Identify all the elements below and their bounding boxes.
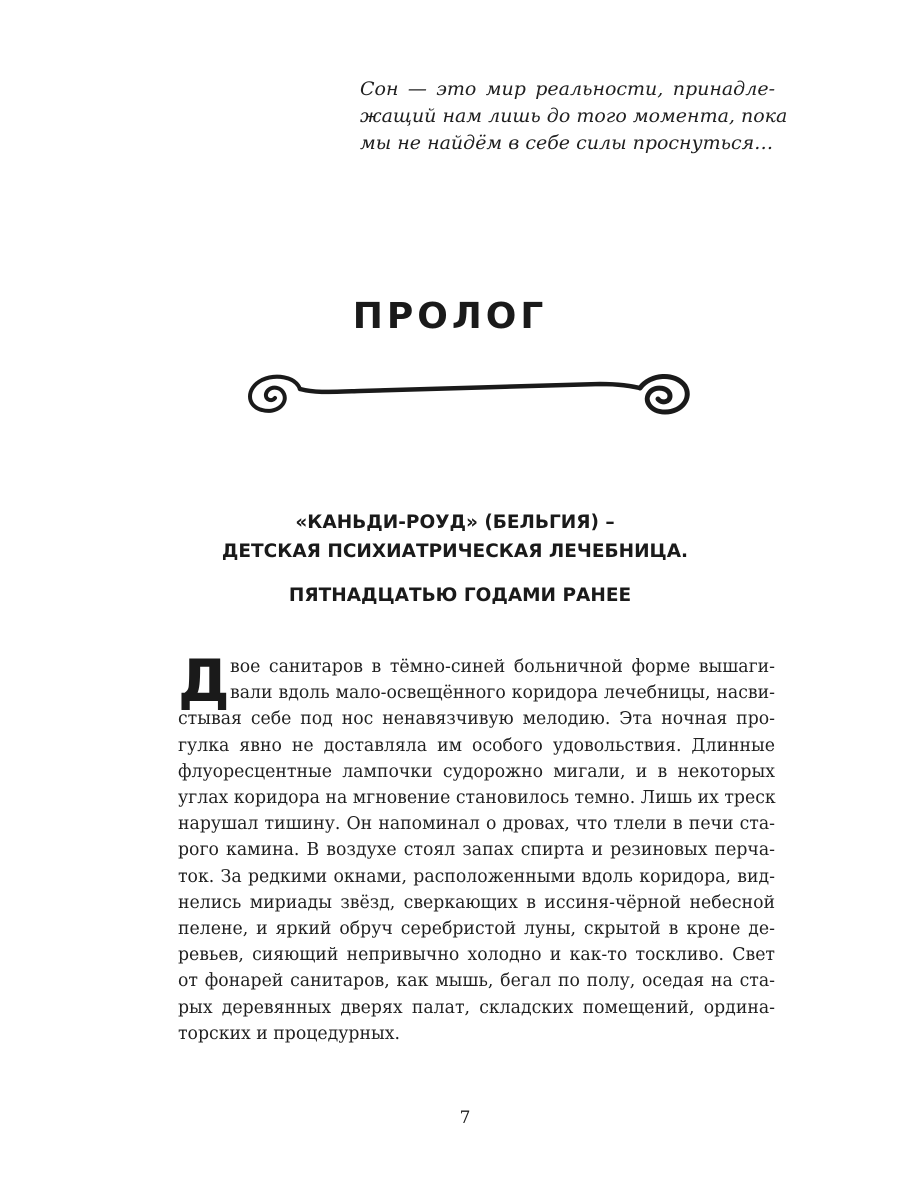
epigraph-line: жащий нам лишь до того момента, пока bbox=[360, 105, 788, 127]
epigraph bbox=[360, 76, 788, 157]
drop-cap: Д bbox=[178, 647, 230, 715]
location-heading-line: ДЕТСКАЯ ПСИХИАТРИЧЕСКАЯ ЛЕЧЕБНИЦА. bbox=[221, 541, 689, 562]
body-line: нарушал тишину. Он напоминал о дровах, что тлели в печи ста- bbox=[178, 814, 775, 835]
body-line: вое санитаров в тёмно-синей больничной форме вышаги- bbox=[230, 657, 775, 677]
chapter-title: ПРОЛОГ bbox=[352, 296, 548, 337]
body-line: пелене, и яркий обруч серебристой луны, скрытой в кроне де- bbox=[178, 919, 775, 940]
ornament-scroll-icon bbox=[240, 364, 695, 424]
epigraph-line: Сон — это мир реальности, принадле- bbox=[360, 78, 775, 100]
body-paragraph bbox=[178, 647, 776, 1047]
body-line: от фонарей санитаров, как мышь, бегал по полу, оседая на ста- bbox=[178, 971, 775, 992]
body-line: рого камина. В воздухе стоял запах спирта и резиновых перча- bbox=[178, 840, 775, 861]
location-heading-line: «КАНЬДИ-РОУД» (БЕЛЬГИЯ) – bbox=[295, 512, 615, 533]
body-line: торских и процедурных. bbox=[178, 1023, 400, 1044]
body-line: флуоресцентные лампочки судорожно мигали, и в некоторых bbox=[178, 761, 775, 782]
time-heading-line: ПЯТНАДЦАТЬЮ ГОДАМИ РАНЕЕ bbox=[288, 585, 632, 606]
body-line: вали вдоль мало-освещённого коридора лечебницы, насви- bbox=[230, 683, 775, 704]
body-line: ток. За редкими окнами, расположенными вдоль коридора, вид- bbox=[178, 866, 775, 887]
body-line: нелись мириады звёзд, сверкающих в иссиня-чёрной небесной bbox=[178, 892, 775, 913]
body-line: гулка явно не доставляла им особого удовольствия. Длинные bbox=[178, 735, 775, 756]
body-line: углах коридора на мгновение становилось темно. Лишь их треск bbox=[178, 788, 776, 809]
page-number: 7 bbox=[459, 1108, 471, 1128]
location-heading bbox=[0, 508, 900, 566]
body-line: ревьев, сияющий непривычно холодно и как-то тоскливо. Свет bbox=[178, 945, 775, 966]
body-line: стывая себе под нос ненавязчивую мелодию. Эта ночная про- bbox=[178, 709, 775, 730]
time-heading bbox=[0, 581, 900, 610]
body-line: рых деревянных дверях палат, складских помещений, ордина- bbox=[178, 997, 775, 1018]
epigraph-line: мы не найдём в себе силы проснуться… bbox=[360, 132, 774, 154]
